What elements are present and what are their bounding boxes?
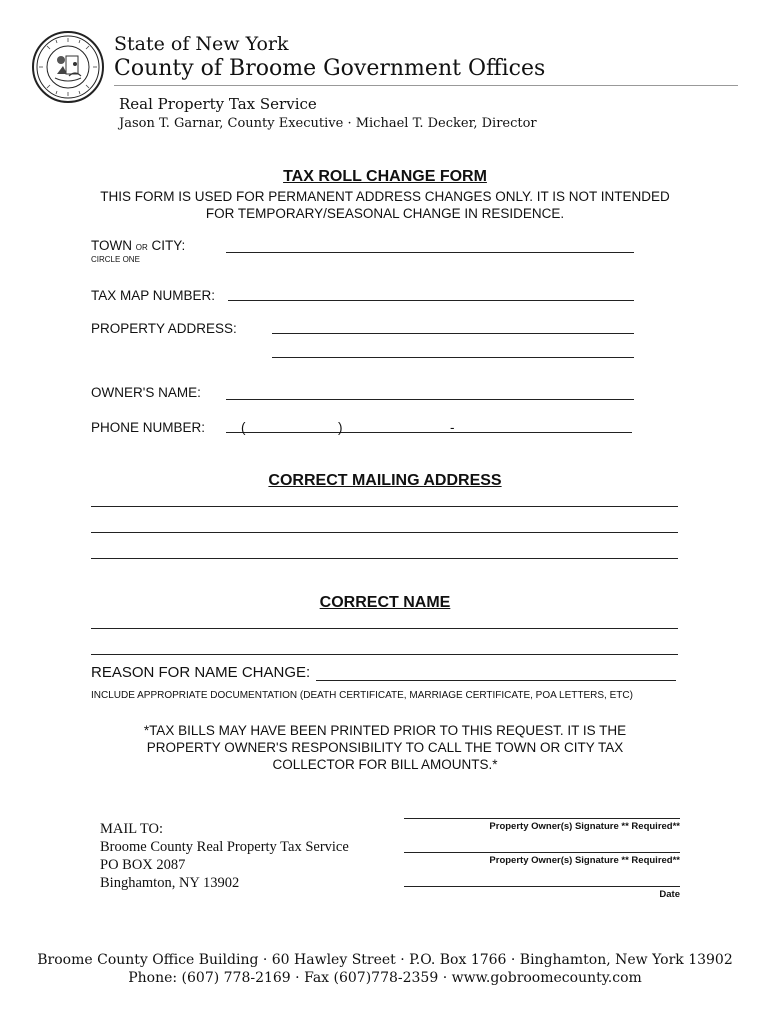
mailing-address-title: CORRECT MAILING ADDRESS [268, 472, 502, 489]
signature-field-2[interactable] [404, 852, 680, 853]
date-caption: Date [659, 889, 680, 900]
mail-to-block: MAIL TO: Broome County Real Property Tax Service PO BOX 2087 Binghamton, NY 13902 [100, 821, 349, 891]
mailing-address-field-3[interactable] [91, 558, 678, 559]
phone-field[interactable] [226, 432, 632, 433]
property-address-label: PROPERTY ADDRESS: [91, 321, 237, 336]
property-address-field-1[interactable] [272, 333, 634, 334]
form-intro: THIS FORM IS USED FOR PERMANENT ADDRESS CHANGES ONLY. IT IS NOT INTENDED FOR TEMPORARY/SEASONAL CHANGE IN RESIDENCE. [100, 189, 670, 221]
town-city-label: TOWN OR CITY: [91, 238, 186, 253]
circle-one-note: CIRCLE ONE [91, 255, 140, 264]
reason-field[interactable] [316, 680, 676, 681]
tax-map-label: TAX MAP NUMBER: [91, 288, 216, 303]
owners-name-field[interactable] [226, 399, 634, 400]
signature-caption-1: Property Owner(s) Signature ** Required** [489, 821, 680, 832]
header-county: County of Broome Government Offices [114, 56, 546, 81]
reason-label: REASON FOR NAME CHANGE: [91, 664, 311, 681]
header-service: Real Property Tax Service [119, 95, 317, 113]
property-address-field-2[interactable] [272, 357, 634, 358]
correct-name-field-2[interactable] [91, 654, 678, 655]
signature-field-1[interactable] [404, 818, 680, 819]
header-divider [114, 85, 738, 86]
form-title: TAX ROLL CHANGE FORM [283, 168, 487, 185]
header-state: State of New York [114, 33, 289, 55]
town-city-field[interactable] [226, 252, 634, 253]
phone-open-paren: ( [241, 420, 246, 435]
mailing-address-field-2[interactable] [91, 532, 678, 533]
header-officials: Jason T. Garnar, County Executive · Michael T. Decker, Director [119, 116, 537, 131]
phone-close-paren: ) [338, 420, 343, 435]
tax-map-field[interactable] [228, 300, 634, 301]
footer-contact: Phone: (607) 778-2169 · Fax (607)778-2359 · www.gobroomecounty.com [128, 970, 642, 986]
date-field[interactable] [404, 886, 680, 887]
county-seal-icon [31, 30, 105, 104]
correct-name-field-1[interactable] [91, 628, 678, 629]
documentation-note: INCLUDE APPROPRIATE DOCUMENTATION (DEATH CERTIFICATE, MARRIAGE CERTIFICATE, POA LETTERS, ETC) [91, 690, 633, 701]
tax-bill-notice: *TAX BILLS MAY HAVE BEEN PRINTED PRIOR TO THIS REQUEST. IT IS THE PROPERTY OWNER'S RESPONSIBILITY TO CALL THE TOWN OR CITY TAX COLLECTOR FOR BILL AMOUNTS.* [143, 723, 627, 772]
footer-address: Broome County Office Building · 60 Hawley Street · P.O. Box 1766 · Binghamton, New York 13902 [37, 952, 733, 968]
owners-name-label: OWNER'S NAME: [91, 385, 201, 400]
phone-label: PHONE NUMBER: [91, 420, 206, 435]
signature-caption-2: Property Owner(s) Signature ** Required** [489, 855, 680, 866]
mailing-address-field-1[interactable] [91, 506, 678, 507]
correct-name-title: CORRECT NAME [319, 594, 451, 611]
phone-dash: - [450, 420, 455, 435]
